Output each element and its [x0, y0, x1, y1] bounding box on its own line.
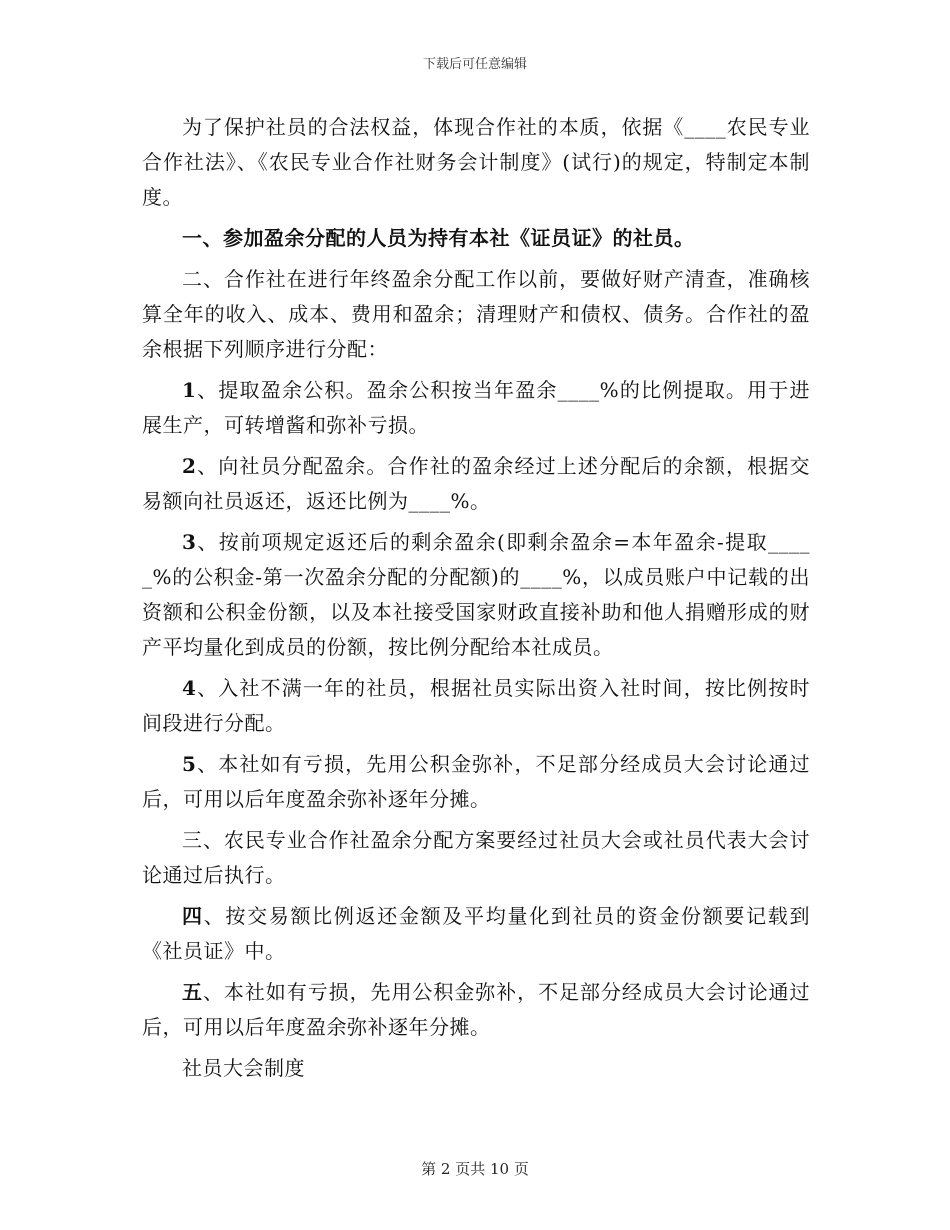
para-text: 三、农民专业合作社盈余分配方案要经过社员大会或社员代表大会讨论通过后执行。 — [142, 828, 810, 887]
section-heading — [142, 1051, 810, 1086]
article-3 — [142, 823, 810, 893]
item-number: 4 — [182, 676, 197, 700]
item-number: 五 — [182, 980, 203, 1004]
item-number: 3 — [182, 530, 197, 554]
para-text: 为了保护社员的合法权益，体现合作社的本质，依据《____农民专业合作社法》、《农民专业合作社财务会计制度》(试行)的规定，特制定本制度。 — [142, 115, 810, 209]
article-5 — [142, 975, 810, 1045]
document-body — [142, 110, 810, 1092]
para-text: 、本社如有亏损，先用公积金弥补，不足部分经成员大会讨论通过后，可用以后年度盈余弥补逐年分摊。 — [142, 980, 811, 1039]
article-2 — [142, 262, 810, 367]
article-1 — [142, 221, 810, 256]
item-4 — [142, 671, 810, 741]
item-5 — [142, 747, 810, 817]
item-2 — [142, 449, 810, 519]
item-3 — [142, 525, 810, 665]
page-header: 下载后可任意编辑 — [422, 57, 527, 72]
intro-paragraph — [142, 110, 810, 215]
para-text: 社员大会制度 — [182, 1056, 305, 1080]
para-text: 、本社如有亏损，先用公积金弥补，不足部分经成员大会讨论通过后，可用以后年度盈余弥补逐年分摊。 — [142, 752, 810, 811]
para-text: 二、合作社在进行年终盈余分配工作以前，要做好财产清查，准确核算全年的收入、成本、费用和盈余；清理财产和债权、债务。合作社的盈余根据下列顺序进行分配： — [142, 267, 810, 361]
page-number: 第 2 页共 10 页 — [421, 1160, 529, 1178]
para-text: 、向社员分配盈余。合作社的盈余经过上述分配后的余额，根据交易额向社员返还，返还比例为____%。 — [142, 454, 810, 513]
item-number: 四 — [182, 904, 204, 928]
para-text: 、入社不满一年的社员，根据社员实际出资入社时间，按比例按时间段进行分配。 — [142, 676, 810, 735]
article-4 — [142, 899, 810, 969]
para-text: 、提取盈余公积。盈余公积按当年盈余____%的比例提取。用于进展生产，可转增酱和弥补亏损。 — [142, 378, 810, 437]
para-text: 、按交易额比例返还金额及平均量化到社员的资金份额要记载到《社员证》中。 — [142, 904, 811, 963]
para-text: 、按前项规定返还后的剩余盈余(即剩余盈余=本年盈余-提取_____%的公积金-第一次盈余分配的分配额)的____%，以成员账户中记载的出资额和公积金份额，以及本社接受国家财政直接补助和他人捐赠形成的财产平均量化到成员的份额，按比例分配给本社成员。 — [142, 530, 810, 659]
item-1 — [142, 373, 810, 443]
para-lead: 一、参加盈余分配的人员为持有本社《证员证》的社员。 — [182, 226, 695, 250]
item-number: 5 — [182, 752, 197, 776]
item-number: 1 — [182, 378, 197, 402]
item-number: 2 — [182, 454, 197, 478]
